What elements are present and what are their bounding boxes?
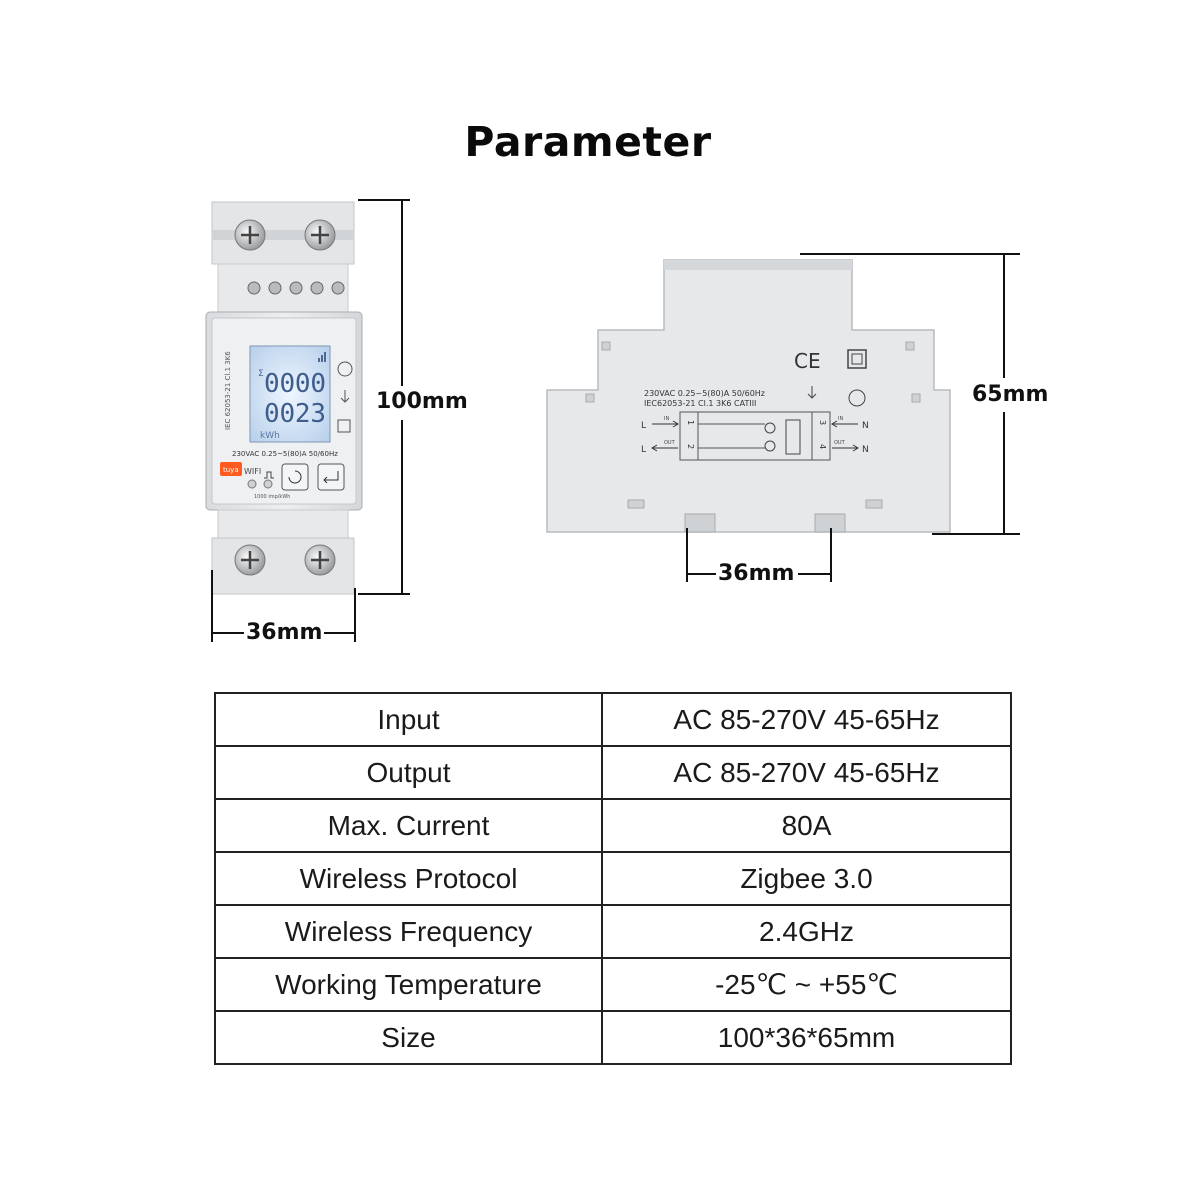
table-row [215, 1011, 1011, 1064]
spec-value: 2.4GHz [602, 905, 1011, 958]
side-view-meter [547, 260, 950, 532]
spec-key: Max. Current [215, 799, 602, 852]
meter-side-text: IEC 62053-21 Cl.1 3K6 [224, 351, 232, 430]
pulse-constant: 1000 imp/kWh [254, 494, 291, 500]
spec-key: Size [215, 1011, 602, 1064]
terminal-num-2: 2 [686, 444, 695, 450]
tuya-badge-text: tuya [223, 466, 239, 474]
terminal-label-n-out: N [862, 445, 869, 455]
side-rating-line-1: 230VAC 0.25~5(80)A 50/60Hz [644, 389, 766, 398]
spec-key: Input [215, 693, 602, 746]
terminal-label-n-in: N [862, 421, 869, 431]
right-height-label: 65mm [972, 382, 1049, 407]
cycle-button[interactable] [282, 464, 308, 490]
terminal-num-4: 4 [818, 444, 827, 450]
out-label-left: OUT [664, 440, 675, 446]
in-label-right: IN [838, 416, 844, 422]
table-row [215, 905, 1011, 958]
ce-mark: CE [794, 349, 821, 373]
right-width-label: 36mm [718, 561, 795, 586]
enter-button[interactable] [318, 464, 344, 490]
wifi-led [248, 480, 256, 488]
lcd-reading-2: 0023 [264, 399, 326, 429]
spec-value: 80A [602, 799, 1011, 852]
meter-rating-text: 230VAC 0.25~5(80)A 50/60Hz [232, 450, 338, 458]
spec-value: 100*36*65mm [602, 1011, 1011, 1064]
lcd-reading-1: 0000 [264, 369, 326, 399]
table-row [215, 958, 1011, 1011]
terminal-num-3: 3 [818, 420, 827, 426]
terminal-label-l-out: L [641, 445, 647, 455]
side-rating-line-2: IEC62053-21 Cl.1 3K6 CATIII [644, 399, 757, 408]
wifi-label: WIFI [244, 467, 262, 476]
in-label-left: IN [664, 416, 670, 422]
out-label-right: OUT [834, 440, 845, 446]
table-row [215, 693, 1011, 746]
lcd-unit: kWh [260, 431, 280, 441]
lcd-sigma: Σ [258, 369, 264, 379]
spec-key: Wireless Protocol [215, 852, 602, 905]
spec-key: Output [215, 746, 602, 799]
table-row [215, 852, 1011, 905]
table-row [215, 799, 1011, 852]
pulse-led [264, 480, 272, 488]
spec-value: Zigbee 3.0 [602, 852, 1011, 905]
page-title: Parameter [464, 118, 712, 166]
spec-value: AC 85-270V 45-65Hz [602, 693, 1011, 746]
terminal-label-l-in: L [641, 421, 647, 431]
spec-key: Working Temperature [215, 958, 602, 1011]
spec-table [214, 692, 1012, 1065]
spec-value: AC 85-270V 45-65Hz [602, 746, 1011, 799]
spec-key: Wireless Frequency [215, 905, 602, 958]
table-row [215, 746, 1011, 799]
left-height-label: 100mm [376, 389, 468, 414]
spec-value: -25℃ ~ +55℃ [602, 958, 1011, 1011]
front-view-meter [206, 202, 362, 594]
terminal-num-1: 1 [686, 420, 695, 426]
left-width-label: 36mm [246, 620, 323, 645]
